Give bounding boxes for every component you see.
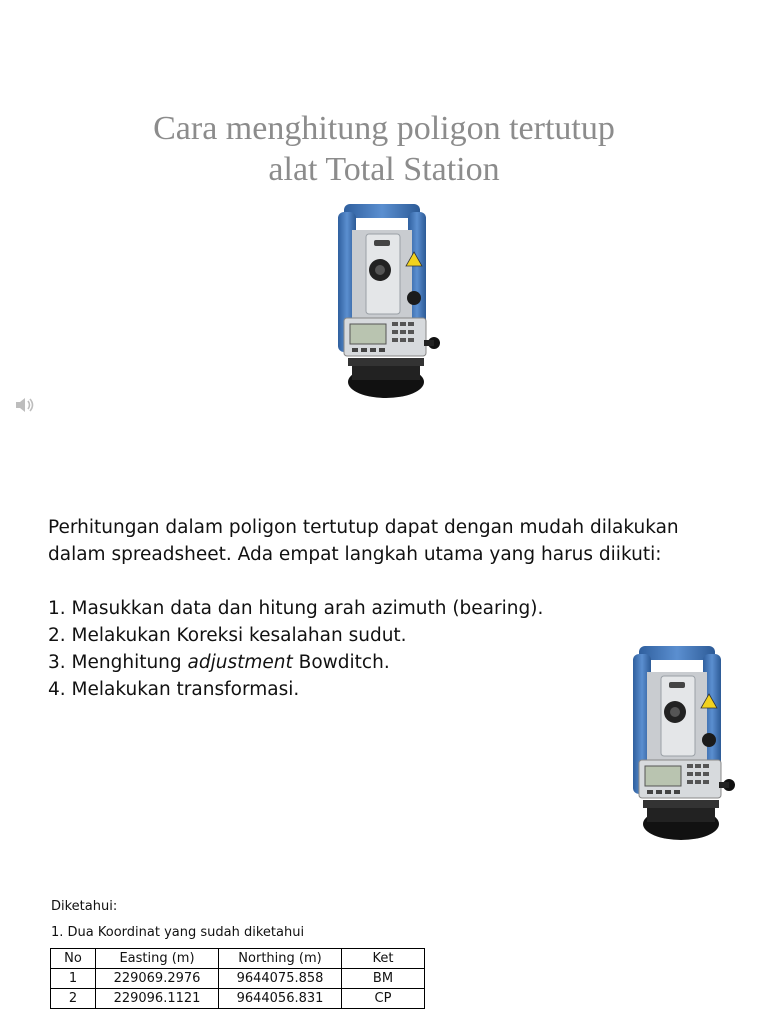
step-item: 1. Masukkan data dan hitung arah azimuth (bearing). xyxy=(48,598,544,619)
slide-title-line1: Cara menghitung poligon tertutup xyxy=(153,110,615,147)
step-suffix: Bowditch. xyxy=(292,652,390,673)
table-row xyxy=(51,989,425,1009)
table-header-row xyxy=(51,949,425,969)
step-italic: adjustment xyxy=(187,652,293,673)
table-header: Northing (m) xyxy=(219,949,342,969)
coordinates-table xyxy=(50,948,425,1009)
slide-title xyxy=(0,108,768,190)
table-header: Ket xyxy=(342,949,425,969)
table-cell: 9644056.831 xyxy=(219,989,342,1009)
table-cell: 2 xyxy=(51,989,96,1009)
speaker-icon[interactable] xyxy=(14,395,36,415)
step-item: 4. Melakukan transformasi. xyxy=(48,679,300,700)
step-item xyxy=(48,649,608,676)
table-row xyxy=(51,969,425,989)
known-item-1: 1. Dua Koordinat yang sudah diketahui xyxy=(51,925,305,940)
step-prefix: 3. Menghitung xyxy=(48,652,188,673)
slide-title-line2: alat Total Station xyxy=(268,151,500,188)
intro-line2: dalam spreadsheet. Ada empat langkah utama yang harus diikuti: xyxy=(48,544,662,565)
intro-paragraph xyxy=(48,514,748,568)
total-station-icon xyxy=(625,642,741,842)
step-item: 2. Melakukan Koreksi kesalahan sudut. xyxy=(48,625,407,646)
table-header: No xyxy=(51,949,96,969)
table-cell: CP xyxy=(342,989,425,1009)
table-cell: 229069.2976 xyxy=(96,969,219,989)
known-heading: Diketahui: xyxy=(51,899,118,914)
table-header: Easting (m) xyxy=(96,949,219,969)
table-cell: 229096.1121 xyxy=(96,989,219,1009)
table-cell: 1 xyxy=(51,969,96,989)
intro-line1: Perhitungan dalam poligon tertutup dapat dengan mudah dilakukan xyxy=(48,517,679,538)
steps-list xyxy=(48,595,608,703)
table-cell: BM xyxy=(342,969,425,989)
total-station-icon xyxy=(330,200,446,400)
table-cell: 9644075.858 xyxy=(219,969,342,989)
